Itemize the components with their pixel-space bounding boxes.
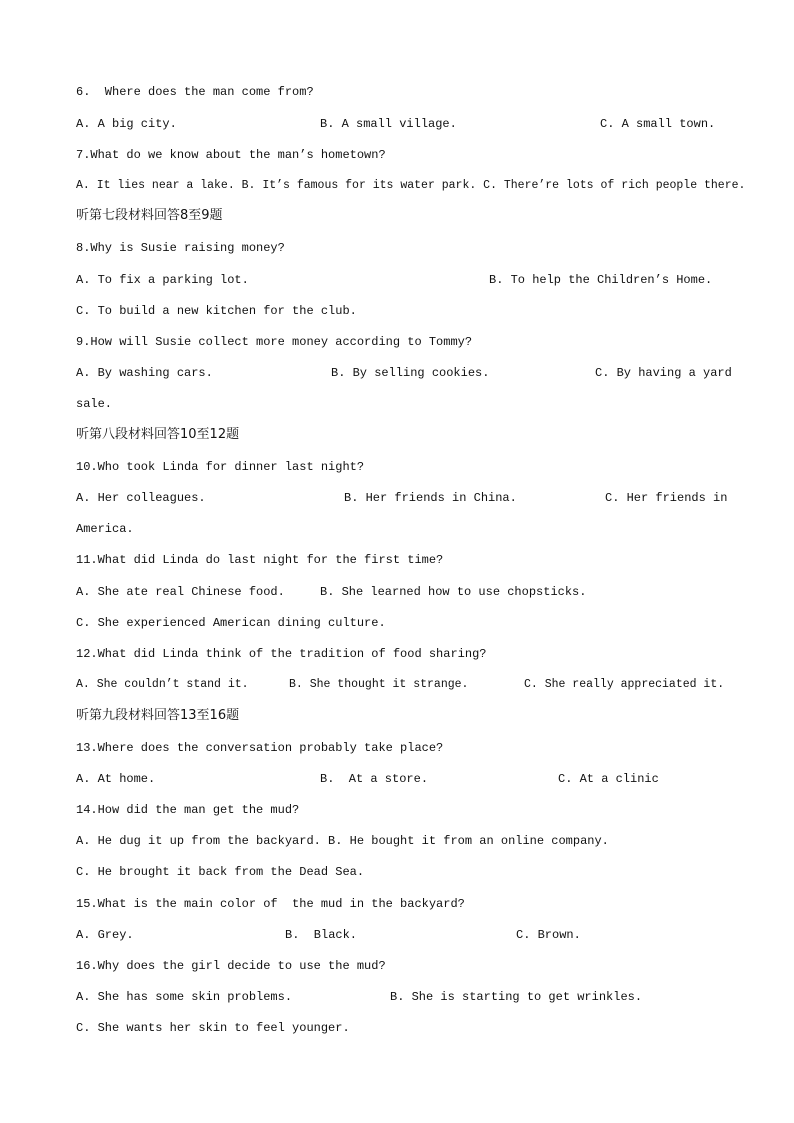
question-13: 13.Where does the conversation probably take place?	[76, 741, 444, 755]
q11-option-c: C. She experienced American dining culture.	[76, 616, 386, 630]
question-11: 11.What did Linda do last night for the first time?	[76, 553, 444, 567]
question-16: 16.Why does the girl decide to use the mud?	[76, 959, 386, 973]
question-12: 12.What did Linda think of the tradition of food sharing?	[76, 647, 487, 661]
q8-option-c: C. To build a new kitchen for the club.	[76, 304, 357, 318]
q9-option-a: A. By washing cars.	[76, 366, 213, 380]
q8-option-b: B. To help the Children’s Home.	[489, 273, 713, 287]
q15-option-c: C. Brown.	[516, 928, 581, 942]
q12-option-c: C. She really appreciated it.	[524, 678, 725, 691]
q6-option-a: A. A big city.	[76, 117, 177, 131]
q10-option-c-cont: America.	[76, 522, 134, 536]
q16-option-a: A. She has some skin problems.	[76, 990, 293, 1004]
q9-option-b: B. By selling cookies.	[331, 366, 490, 380]
q9-option-c: C. By having a yard	[595, 366, 732, 380]
q14-option-c: C. He brought it back from the Dead Sea.	[76, 865, 365, 879]
q6-option-c: C. A small town.	[600, 117, 716, 131]
q7-options: A. It lies near a lake. B. It’s famous for its water park. C. There’re lots of rich people there.	[76, 179, 746, 192]
q14-options-ab: A. He dug it up from the backyard. B. He bought it from an online company.	[76, 834, 609, 848]
q16-option-b: B. She is starting to get wrinkles.	[390, 990, 643, 1004]
q11-option-b: B. She learned how to use chopsticks.	[320, 585, 587, 599]
section-9-heading: 听第九段材料回答13至16题	[76, 708, 240, 723]
q13-option-c: C. At a clinic	[558, 772, 659, 786]
question-9: 9.How will Susie collect more money according to Tommy?	[76, 335, 473, 349]
q12-option-a: A. She couldn’t stand it.	[76, 678, 249, 691]
section-8-heading: 听第八段材料回答10至12题	[76, 427, 240, 442]
question-15: 15.What is the main color of the mud in the backyard?	[76, 897, 465, 911]
q8-option-a: A. To fix a parking lot.	[76, 273, 249, 287]
q15-option-b: B. Black.	[285, 928, 358, 942]
question-14: 14.How did the man get the mud?	[76, 803, 300, 817]
question-7: 7.What do we know about the man’s hometown?	[76, 148, 386, 162]
q10-option-a: A. Her colleagues.	[76, 491, 206, 505]
question-10: 10.Who took Linda for dinner last night?	[76, 460, 365, 474]
q15-option-a: A. Grey.	[76, 928, 134, 942]
q9-option-c-cont: sale.	[76, 397, 113, 411]
q13-option-a: A. At home.	[76, 772, 156, 786]
q6-option-b: B. A small village.	[320, 117, 457, 131]
q10-option-b: B. Her friends in China.	[344, 491, 517, 505]
q12-option-b: B. She thought it strange.	[289, 678, 469, 691]
q16-option-c: C. She wants her skin to feel younger.	[76, 1021, 350, 1035]
question-6: 6. Where does the man come from?	[76, 85, 314, 99]
q10-option-c: C. Her friends in	[605, 491, 728, 505]
q11-option-a: A. She ate real Chinese food.	[76, 585, 285, 599]
q13-option-b: B. At a store.	[320, 772, 429, 786]
question-8: 8.Why is Susie raising money?	[76, 241, 285, 255]
section-7-heading: 听第七段材料回答8至9题	[76, 208, 223, 223]
